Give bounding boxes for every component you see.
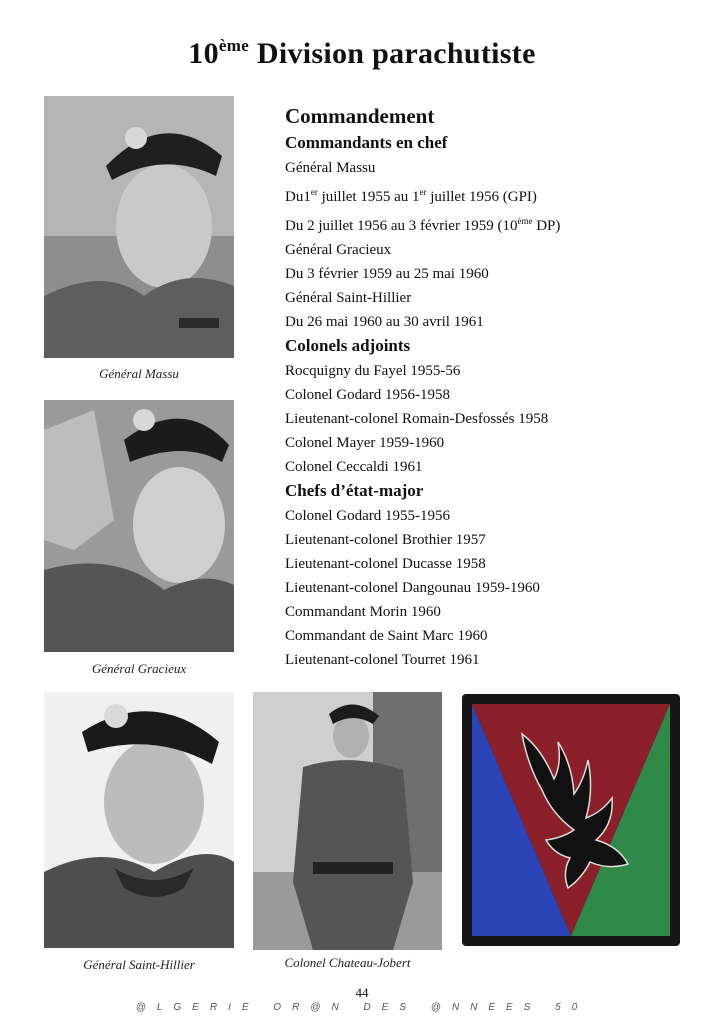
commandant-line: Du 3 février 1959 au 25 mai 1960 xyxy=(285,266,489,282)
division-insignia xyxy=(462,694,680,946)
page-title: 10ème Division parachutiste xyxy=(188,36,536,70)
photo-general-gracieux xyxy=(44,400,234,652)
caption-gracieux: Général Gracieux xyxy=(91,661,187,676)
chef-line: Lieutenant-colonel Tourret 1961 xyxy=(285,652,480,668)
footer-series-title: @LGERIE OR@N DES @NNEES 50 xyxy=(135,1002,589,1013)
subheading-colonels-adjoints: Colonels adjoints xyxy=(285,336,411,355)
chef-line: Commandant de Saint Marc 1960 xyxy=(285,628,488,644)
chef-line: Colonel Godard 1955-1956 xyxy=(285,508,450,524)
adjoint-line: Colonel Ceccaldi 1961 xyxy=(285,459,423,475)
page-number: 44 xyxy=(355,985,369,1000)
caption-massu: Général Massu xyxy=(99,366,179,381)
adjoint-line: Lieutenant-colonel Romain-Desfossés 1958 xyxy=(285,411,549,427)
caption-saint-hillier: Général Saint-Hillier xyxy=(83,957,195,972)
subheading-chefs-etat-major: Chefs d’état-major xyxy=(285,481,424,500)
commandant-line: Général Massu xyxy=(285,160,376,176)
photo-general-saint-hillier xyxy=(44,692,234,948)
chef-line: Commandant Morin 1960 xyxy=(285,604,441,620)
adjoint-line: Colonel Godard 1956-1958 xyxy=(285,387,450,403)
photo-general-massu xyxy=(44,96,234,358)
commandant-line: Du 26 mai 1960 au 30 avril 1961 xyxy=(285,314,484,330)
command-text-block xyxy=(285,104,705,672)
commandant-line: Général Saint-Hillier xyxy=(285,290,412,306)
chef-line: Lieutenant-colonel Ducasse 1958 xyxy=(285,556,486,572)
commandant-line: Du1er juillet 1955 au 1er juillet 1956 (GPI) xyxy=(285,187,537,205)
chef-line: Lieutenant-colonel Brothier 1957 xyxy=(285,532,486,548)
adjoint-line: Rocquigny du Fayel 1955-56 xyxy=(285,363,461,379)
photo-colonel-chateau-jobert xyxy=(253,692,442,950)
commandant-line: Du 2 juillet 1956 au 3 février 1959 (10ème DP) xyxy=(285,216,561,234)
commandant-line: Général Gracieux xyxy=(285,242,392,258)
chef-line: Lieutenant-colonel Dangounau 1959-1960 xyxy=(285,580,540,596)
caption-chateau-jobert: Colonel Chateau-Jobert xyxy=(284,955,411,970)
subheading-commandants: Commandants en chef xyxy=(285,133,448,152)
adjoint-line: Colonel Mayer 1959-1960 xyxy=(285,435,445,451)
section-heading-commandement: Commandement xyxy=(285,104,435,128)
